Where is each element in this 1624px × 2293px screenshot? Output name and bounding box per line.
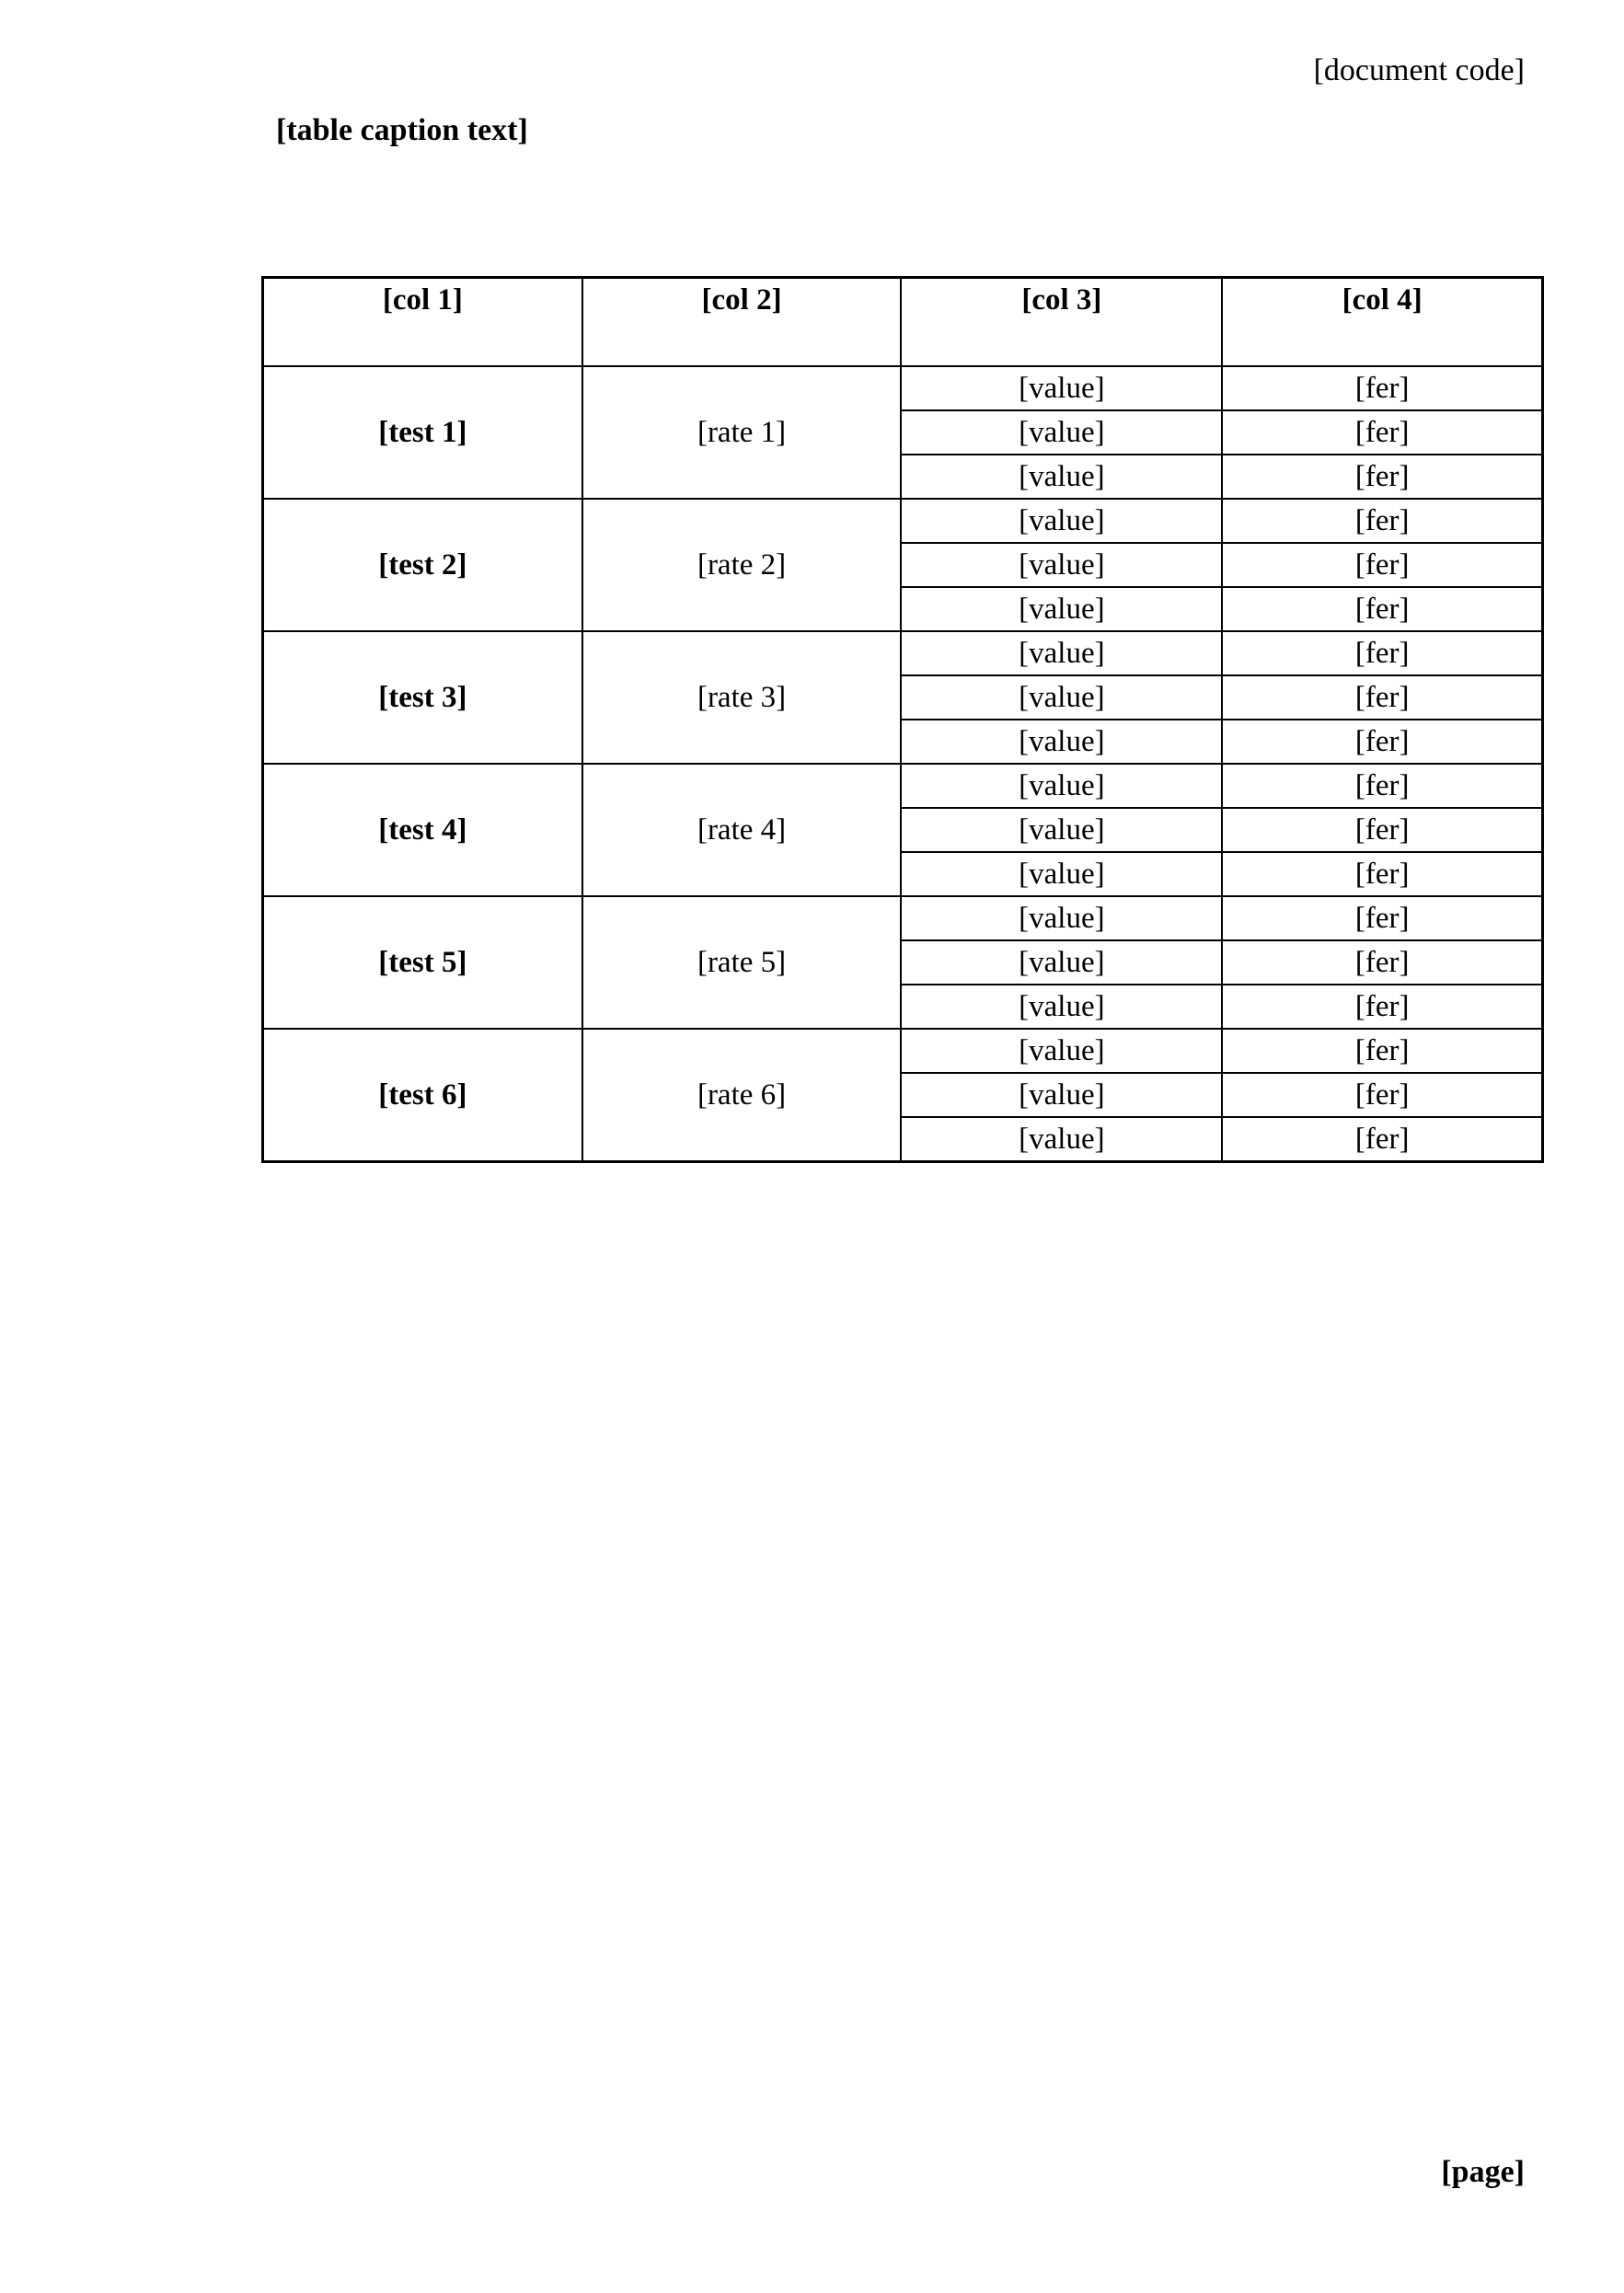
value-cell: [value]	[901, 631, 1222, 675]
fer-cell: [fer]	[1222, 410, 1542, 455]
value-cell: [value]	[901, 1073, 1222, 1117]
fer-cell: [fer]	[1222, 631, 1542, 675]
value-cell: [value]	[901, 720, 1222, 764]
page-number: [page]	[1441, 2155, 1525, 2189]
fer-cell: [fer]	[1222, 985, 1542, 1029]
table-row	[263, 764, 1543, 808]
document-code: [document code]	[1313, 53, 1525, 87]
value-cell: [value]	[901, 499, 1222, 543]
fer-cell: [fer]	[1222, 1073, 1542, 1117]
rate-cell: [rate 1]	[582, 366, 902, 499]
value-cell: [value]	[901, 764, 1222, 808]
fer-cell: [fer]	[1222, 499, 1542, 543]
rate-cell: [rate 5]	[582, 896, 902, 1029]
test-number-cell: [test 2]	[263, 499, 582, 631]
fer-cell: [fer]	[1222, 366, 1542, 410]
fer-cell: [fer]	[1222, 852, 1542, 896]
fer-cell: [fer]	[1222, 940, 1542, 985]
table-row	[263, 499, 1543, 543]
value-cell: [value]	[901, 1117, 1222, 1162]
value-cell: [value]	[901, 896, 1222, 940]
column-header: [col 4]	[1222, 278, 1542, 367]
fer-cell: [fer]	[1222, 543, 1542, 587]
table-row	[263, 1029, 1543, 1073]
value-cell: [value]	[901, 455, 1222, 499]
value-cell: [value]	[901, 940, 1222, 985]
value-cell: [value]	[901, 985, 1222, 1029]
value-cell: [value]	[901, 1029, 1222, 1073]
value-cell: [value]	[901, 543, 1222, 587]
fer-cell: [fer]	[1222, 896, 1542, 940]
fer-cell: [fer]	[1222, 1117, 1542, 1162]
fer-cell: [fer]	[1222, 455, 1542, 499]
test-number-cell: [test 3]	[263, 631, 582, 764]
table-header-row	[263, 278, 1543, 367]
column-header: [col 3]	[901, 278, 1222, 367]
value-cell: [value]	[901, 808, 1222, 852]
table-row	[263, 896, 1543, 940]
rate-cell: [rate 6]	[582, 1029, 902, 1162]
value-cell: [value]	[901, 366, 1222, 410]
column-header: [col 2]	[582, 278, 902, 367]
value-cell: [value]	[901, 410, 1222, 455]
rate-cell: [rate 2]	[582, 499, 902, 631]
fer-cell: [fer]	[1222, 1029, 1542, 1073]
column-header: [col 1]	[263, 278, 582, 367]
test-number-cell: [test 4]	[263, 764, 582, 896]
table-row	[263, 366, 1543, 410]
fer-cell: [fer]	[1222, 808, 1542, 852]
value-cell: [value]	[901, 852, 1222, 896]
value-cell: [value]	[901, 675, 1222, 720]
value-cell: [value]	[901, 587, 1222, 631]
test-number-cell: [test 1]	[263, 366, 582, 499]
table-body	[263, 366, 1543, 1162]
test-number-cell: [test 5]	[263, 896, 582, 1029]
table-caption: [table caption text]	[276, 113, 528, 147]
data-table	[261, 276, 1544, 1163]
table-row	[263, 631, 1543, 675]
fer-cell: [fer]	[1222, 720, 1542, 764]
fer-cell: [fer]	[1222, 675, 1542, 720]
fer-cell: [fer]	[1222, 587, 1542, 631]
rate-cell: [rate 3]	[582, 631, 902, 764]
rate-cell: [rate 4]	[582, 764, 902, 896]
test-number-cell: [test 6]	[263, 1029, 582, 1162]
fer-cell: [fer]	[1222, 764, 1542, 808]
